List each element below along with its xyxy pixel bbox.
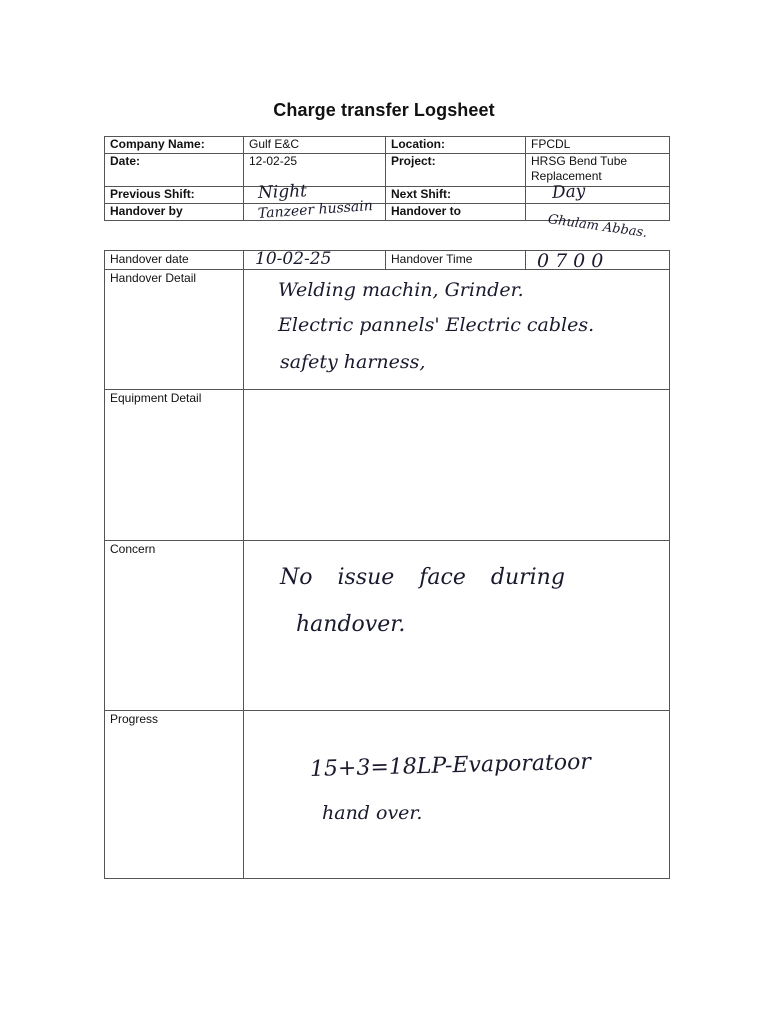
handover-to-label: Handover to (386, 204, 526, 221)
handwritten-previous-shift: Night (257, 181, 308, 203)
location-value: FPCDL (526, 137, 670, 154)
handwritten-handover-time: 0700 (537, 250, 610, 272)
handwritten-concern-line-1: No issue face during (280, 565, 565, 590)
shift-info-table (104, 136, 670, 221)
equipment-detail-cell (244, 390, 670, 541)
handwritten-detail-line-1: Welding machin, Grinder. (278, 279, 524, 301)
handwritten-detail-line-2: Electric pannels' Electric cables. (278, 314, 595, 336)
equipment-detail-label: Equipment Detail (105, 390, 244, 541)
progress-cell (244, 711, 670, 879)
company-name-value: Gulf E&C (244, 137, 386, 154)
date-label: Date: (105, 154, 244, 187)
progress-label: Progress (105, 711, 244, 879)
handwritten-handover-to: Ghulam Abbas. (546, 212, 649, 241)
location-label: Location: (386, 137, 526, 154)
handwritten-concern-line-2: handover. (296, 612, 406, 637)
handover-time-label: Handover Time (386, 251, 526, 270)
page-title: Charge transfer Logsheet (273, 100, 495, 120)
date-value: 12-02-25 (244, 154, 386, 187)
handover-detail-label: Handover Detail (105, 270, 244, 390)
next-shift-label: Next Shift: (386, 187, 526, 204)
handwritten-next-shift: Day (551, 181, 586, 203)
handwritten-progress-line-1: 15+3=18LP-Evaporatoor (309, 749, 592, 782)
handwritten-detail-line-3: safety harness, (280, 351, 426, 373)
concern-label: Concern (105, 541, 244, 711)
company-name-label: Company Name: (105, 137, 244, 154)
handwritten-handover-date: 10-02-25 (255, 249, 332, 269)
handover-date-label: Handover date (105, 251, 244, 270)
previous-shift-label: Previous Shift: (105, 187, 244, 204)
handover-by-label: Handover by (105, 204, 244, 221)
handwritten-handover-by: Tanzeer hussain (257, 198, 374, 222)
project-value: HRSG Bend Tube Replacement (526, 154, 670, 187)
handwritten-progress-line-2: hand over. (322, 802, 423, 824)
project-label: Project: (386, 154, 526, 187)
next-shift-cell (526, 187, 670, 204)
